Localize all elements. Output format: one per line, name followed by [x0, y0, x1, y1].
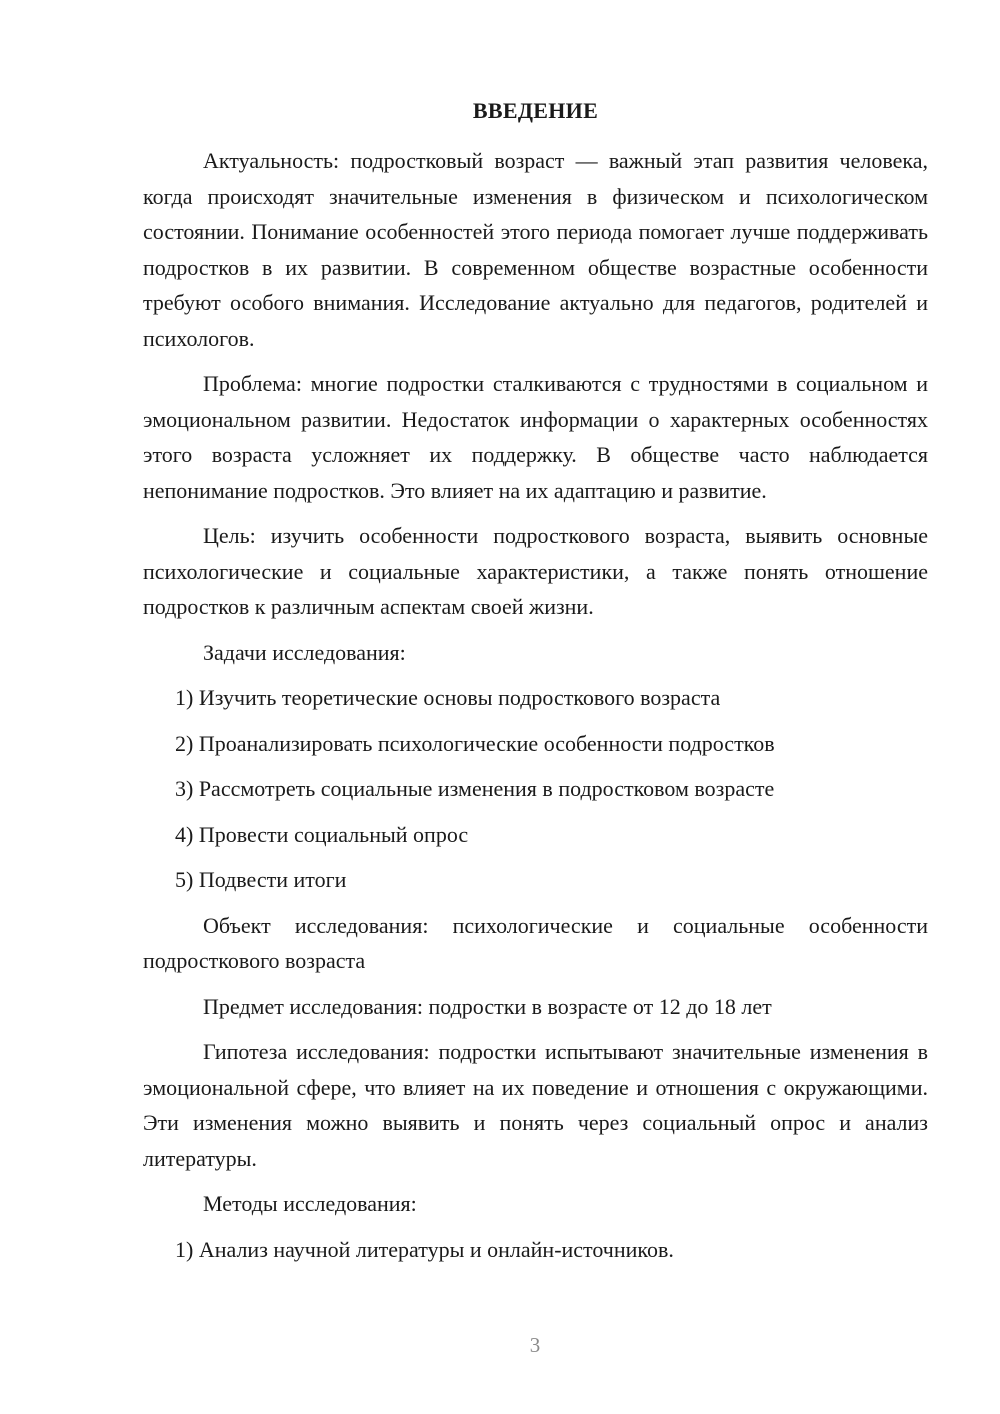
task-item: 4) Провести социальный опрос [175, 821, 469, 847]
hypothesis-paragraph: Гипотеза исследования: подростки испытывают значительные изменения в эмоциональной сфере, что влияет на их поведение и отношения с окружающими. Эти изменения можно выявить и понять через социальный опрос и анализ литературы. [143, 1039, 928, 1171]
subject-paragraph: Предмет исследования: подростки в возрасте от 12 до 18 лет [203, 993, 772, 1019]
task-item: 2) Проанализировать психологические особенности подростков [175, 730, 775, 756]
method-item: 1) Анализ научной литературы и онлайн-источников. [175, 1236, 674, 1262]
task-item: 5) Подвести итоги [175, 867, 347, 892]
methods-heading: Методы исследования: [203, 1191, 417, 1216]
page-number: 3 [529, 1333, 541, 1357]
object-paragraph: Объект исследования: психологические и социальные особенности подросткового возраста [143, 912, 928, 973]
section-title: ВВЕДЕНИЕ [472, 98, 599, 123]
document-body [143, 96, 928, 1277]
task-item: 3) Рассмотреть социальные изменения в подростковом возрасте [175, 776, 775, 801]
task-item: 1) Изучить теоретические основы подросткового возраста [175, 685, 721, 710]
relevance-paragraph: Актуальность: подростковый возраст — важный этап развития человека, когда происходят значительные изменения в физическом и психологическом состоянии. Понимание особенностей этого периода помогает лучше поддерживать подростков в их развитии. В современном обществе возрастные особенности требуют особого внимания. Исследование актуально для педагогов, родителей и психологов. [143, 148, 928, 351]
goal-paragraph: Цель: изучить особенности подросткового возраста, выявить основные психологические и социальные характеристики, а также понять отношение подростков к различным аспектам своей жизни. [143, 523, 928, 619]
problem-paragraph: Проблема: многие подростки сталкиваются с трудностями в социальном и эмоциональном развитии. Недостаток информации о характерных особенностях этого возраста усложняет их поддержку. В обществе часто наблюдается непонимание подростков. Это влияет на их адаптацию и развитие. [143, 371, 928, 503]
tasks-heading: Задачи исследования: [203, 639, 406, 665]
